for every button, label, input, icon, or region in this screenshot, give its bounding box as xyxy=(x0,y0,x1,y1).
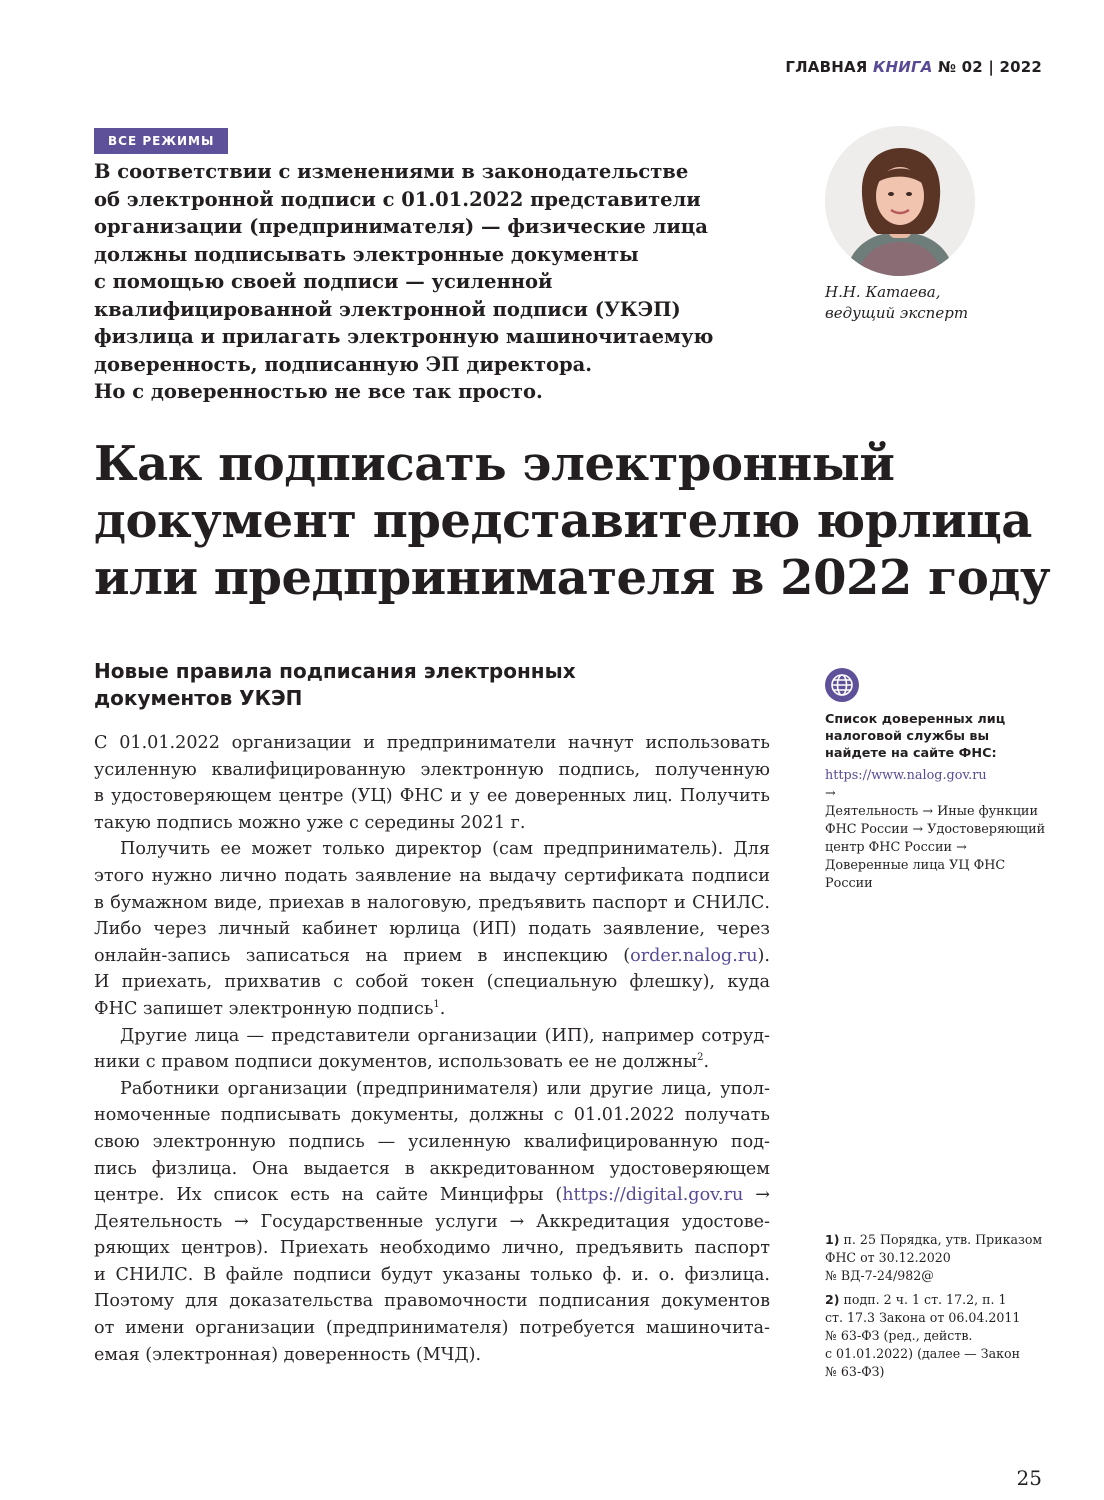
body-line: в удостоверяющем центре (УЦ) ФНС и у ее доверенных лиц. Получить xyxy=(94,786,770,807)
author-name: Н.Н. Катаева, xyxy=(825,283,941,301)
body-line: онлайн-запись записаться на прием в инспекцию (order.nalog.ru). xyxy=(94,945,770,966)
author-role: ведущий эксперт xyxy=(825,304,969,322)
lead-line: должны подписывать электронные документы xyxy=(94,242,639,266)
sidebar-heading: Список доверенных лиц налоговой службы вы найдете на сайте ФНС: xyxy=(825,712,1006,761)
brand-main: ГЛАВНАЯ xyxy=(785,58,868,76)
nalog-gov-link[interactable]: https://www.nalog.gov.ru xyxy=(825,768,987,783)
body-line: Поэтому для доказательства правомочности подписания документов xyxy=(94,1291,770,1312)
brand-accent: КНИГА xyxy=(873,58,933,76)
title-line: Как подписать электронный xyxy=(94,436,895,492)
globe-icon xyxy=(825,668,859,702)
body-line: номоченные подписывать документы, должны с 01.01.2022 получать xyxy=(94,1105,770,1126)
lead-line: об электронной подписи с 01.01.2022 представители xyxy=(94,187,701,211)
issue-number: № 02 | 2022 xyxy=(937,58,1042,76)
author-portrait-icon xyxy=(825,126,975,276)
body-line: Другие лица — представители организации (ИП), например сотруд- xyxy=(120,1025,770,1046)
footnotes xyxy=(825,1231,1055,1387)
lead-line: физлица и прилагать электронную машиночитаемую xyxy=(94,325,714,348)
footnote-ref[interactable]: 2 xyxy=(697,1052,704,1064)
article-title xyxy=(94,436,1054,607)
body-line: емая (электронная) доверенность (МЧД). xyxy=(94,1344,482,1365)
lead-line: с помощью своей подписи — усиленной xyxy=(94,270,553,293)
footnote-ref[interactable]: 1 xyxy=(433,999,440,1011)
footnote-2: 2) подп. 2 ч. 1 ст. 17.2, п. 1 ст. 17.3 Закона от 06.04.2011 № 63-ФЗ (ред., действ. с 01.01.2022) (далее — Закон № 63-ФЗ) xyxy=(825,1292,1021,1379)
subhead-line: Новые правила подписания электронных xyxy=(94,659,576,683)
body-line: этого нужно лично подать заявление на выдачу сертификата подписи xyxy=(94,865,770,886)
body-line: Получить ее может только директор (сам предприниматель). Для xyxy=(120,839,770,860)
body-line: свою электронную подпись — усиленную квалифицированную под- xyxy=(94,1131,770,1152)
title-line: документ представителю юрлица xyxy=(94,493,1032,549)
sidebar-text: https://www.nalog.gov.ru → Деятельность → Иные функции ФНС России → Удостоверяющий центр ФНС России → Доверенные лица УЦ ФНС России xyxy=(825,767,1050,893)
body-line: Либо через личный кабинет юрлица (ИП) подать заявление, через xyxy=(94,919,770,940)
body-line: ФНС запишет электронную подпись$^1$. xyxy=(94,998,446,1019)
masthead xyxy=(785,58,1042,76)
body-line: усиленную квалифицированную электронную подпись, полученную xyxy=(94,759,770,780)
lead-line: Но с доверенностью не все так просто. xyxy=(94,380,543,403)
body-line: ряющих центров). Приехать необходимо лично, предъявить паспорт xyxy=(94,1238,770,1259)
subhead-line: документов УКЭП xyxy=(94,686,303,710)
lead-line: В соответствии с изменениями в законодательстве xyxy=(94,160,689,183)
body-line: С 01.01.2022 организации и предприниматели начнут использовать xyxy=(94,733,770,753)
author-photo xyxy=(825,126,975,276)
author-caption xyxy=(825,282,1025,324)
body-line: Работники организации (предпринимателя) или другие лица, упол- xyxy=(120,1078,770,1099)
body-line: и СНИЛС. В файле подписи будут указаны только ф. и. о. физлица. xyxy=(94,1264,770,1285)
lead-line: квалифицированной электронной подписи (УКЭП) xyxy=(94,297,681,321)
category-tag: ВСЕ РЕЖИМЫ xyxy=(94,128,228,154)
page-number: 25 xyxy=(1016,1466,1042,1490)
digital-gov-link[interactable]: https://digital.gov.ru xyxy=(562,1185,744,1206)
lead-line: доверенность, подписанную ЭП директора. xyxy=(94,352,593,376)
section-heading xyxy=(94,658,754,712)
body-line: центре. Их список есть на сайте Минцифры (https://digital.gov.ru → xyxy=(94,1185,771,1206)
body-line: Деятельность → Государственные услуги → Аккредитация удостове- xyxy=(94,1211,770,1232)
lead-paragraph xyxy=(94,158,744,406)
body-line: от имени организации (предпринимателя) потребуется машиночита- xyxy=(94,1318,770,1339)
body-line: в бумажном виде, приехав в налоговую, предъявить паспорт и СНИЛС. xyxy=(94,892,770,913)
body-line: пись физлица. Она выдается в аккредитованном удостоверяющем xyxy=(94,1158,770,1179)
article-body xyxy=(94,730,770,1368)
body-line: И приехать, прихватив с собой токен (специальную флешку), куда xyxy=(94,972,770,993)
title-line: или предпринимателя в 2022 году xyxy=(94,550,1051,606)
lead-line: организации (предпринимателя) — физические лица xyxy=(94,215,708,238)
body-line: такую подпись можно уже с середины 2021 г. xyxy=(94,812,526,833)
body-line: ники с правом подписи документов, использовать ее не должны$^2$. xyxy=(94,1052,710,1073)
order-nalog-link[interactable]: order.nalog.ru xyxy=(630,945,758,966)
footnote-1: 1) п. 25 Порядка, утв. Приказом ФНС от 30.12.2020 № ВД-7-24/982@ xyxy=(825,1232,1043,1283)
